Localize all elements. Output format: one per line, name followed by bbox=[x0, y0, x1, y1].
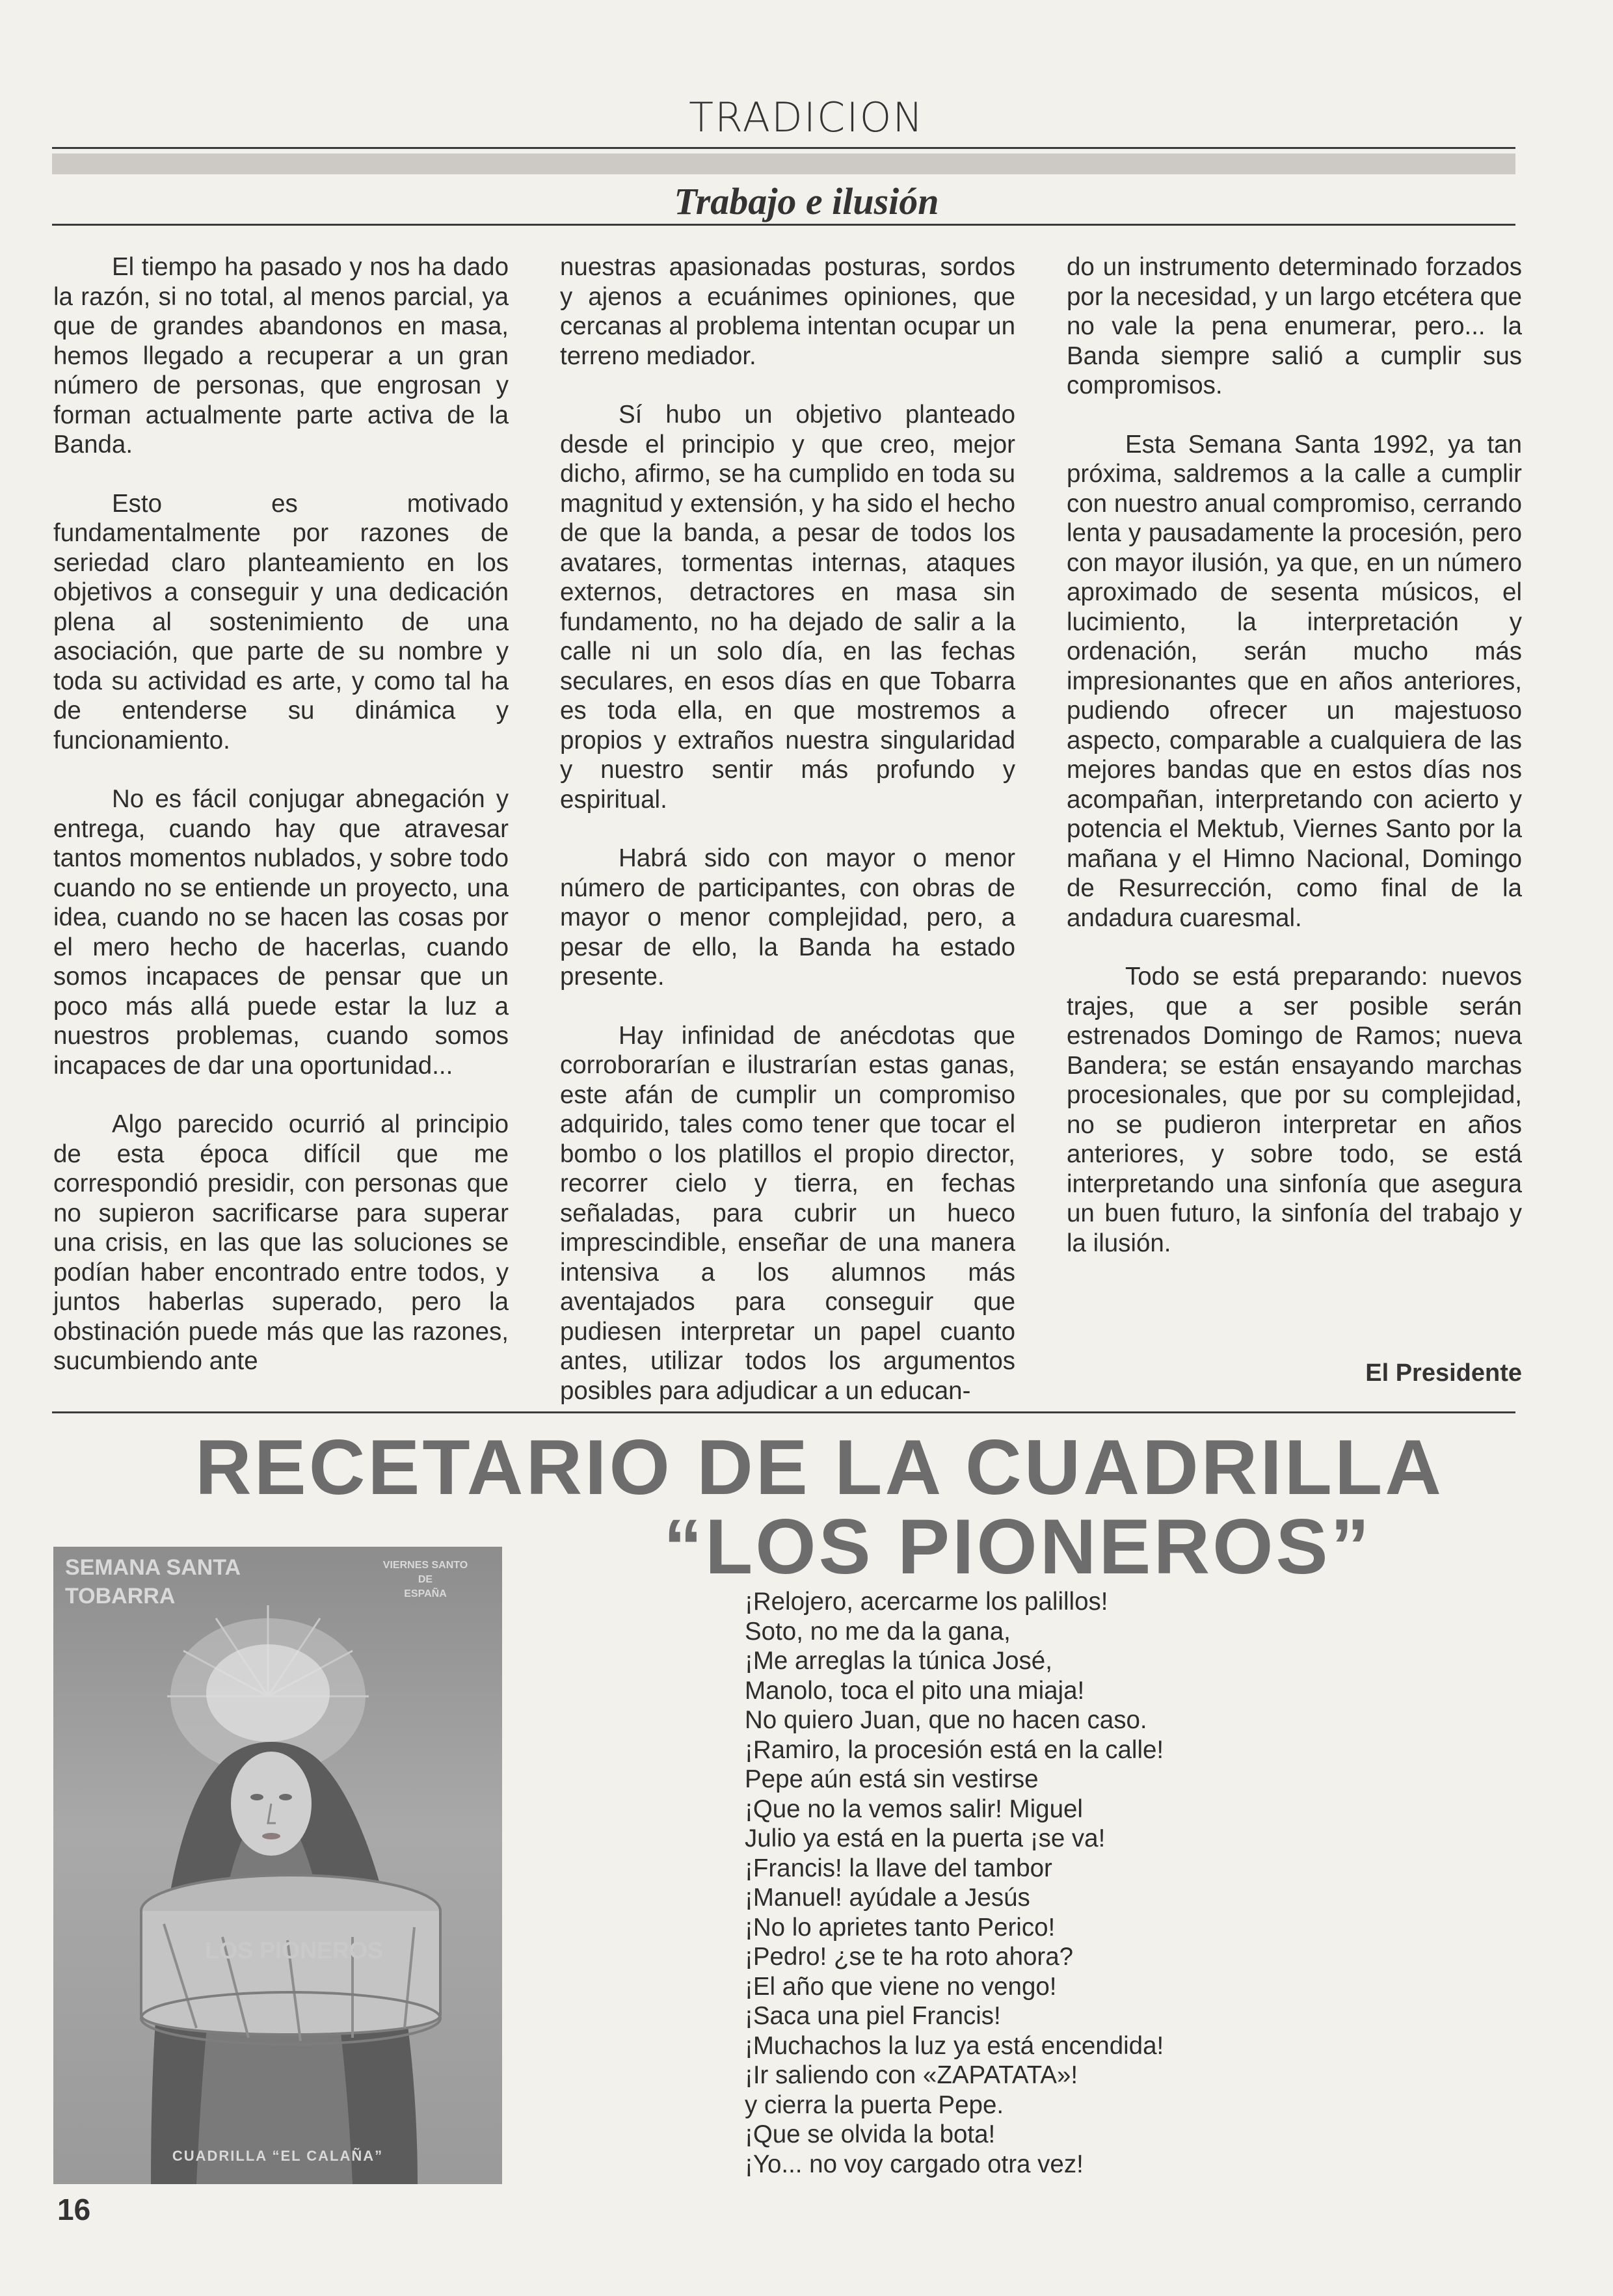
section-title: TRADICION bbox=[689, 94, 924, 141]
poem-line: Julio ya está en la puerta ¡se va! bbox=[745, 1824, 1106, 1852]
poem-line: Manolo, toca el pito una miaja! bbox=[745, 1676, 1085, 1705]
paragraph: nuestras apasionadas posturas, sordos y ajenos a ecuánimes opiniones, que cercanas al problema intentan ocupar un terreno mediador. bbox=[560, 253, 1015, 370]
poem-line: ¡El año que viene no vengo! bbox=[745, 1972, 1057, 2001]
page-number: 16 bbox=[57, 2193, 91, 2226]
poster-text-line: TOBARRA bbox=[65, 1584, 176, 1609]
paragraph: Todo se está preparando: nuevos trajes, que a ser posible serán estrenados Domingo de Ramos; nueva Bandera; se están ensayando marchas procesionales, que por su complejidad, no se pudieron interpretar en años anteriores, y sobre todo, se está interpretando una sinfonía que asegura un buen futuro, la sinfonía del trabajo y la ilusión. bbox=[1067, 963, 1522, 1257]
poem-line: ¡Yo... no voy cargado otra vez! bbox=[745, 2150, 1084, 2178]
paragraph: El tiempo ha pasado y nos ha dado la razón, si no total, al menos parcial, ya que de grandes abandonos en masa, hemos llegado a recuperar a un gran número de personas, que engrosan y forman actualmente parte activa de la Banda. bbox=[53, 253, 509, 459]
paragraph: do un instrumento determinado forzados por la necesidad, y un largo etcétera que no vale la pena enumerar, pero... la Banda siempre salió a cumplir sus compromisos. bbox=[1067, 253, 1522, 399]
header-rule bbox=[52, 147, 1515, 149]
poem-line: y cierra la puerta Pepe. bbox=[745, 2090, 1004, 2119]
poem-line: ¡Relojero, acercarme los palillos! bbox=[745, 1588, 1108, 1616]
article-column-1 bbox=[53, 252, 509, 1406]
poster-text-line: SEMANA SANTA bbox=[65, 1555, 241, 1580]
article-column-2 bbox=[560, 252, 1015, 1435]
poem-line: ¡Pedro! ¿se te ha roto ahora? bbox=[745, 1943, 1074, 1971]
recipe-title-line-2: “LOS PIONEROS” bbox=[663, 1503, 1372, 1590]
header-rule-bottom bbox=[52, 224, 1515, 226]
poem-line: ¡Que se olvida la bota! bbox=[745, 2120, 996, 2148]
poem-line: ¡No lo aprietes tanto Perico! bbox=[745, 1913, 1056, 1942]
poem bbox=[745, 1587, 1493, 2179]
poster-text-line: ESPAÑA bbox=[404, 1588, 447, 1599]
paragraph: Esto es motivado fundamentalmente por razones de seriedad claro planteamiento en los objetivos a conseguir y una dedicación plena al sostenimiento de una asociación, que parte de su nombre y toda su actividad es arte, y como tal ha de entenderse su dinámica y funcionamiento. bbox=[53, 489, 509, 754]
poem-line: ¡Que no la vemos salir! Miguel bbox=[745, 1795, 1083, 1823]
section-divider bbox=[52, 1411, 1515, 1413]
poem-line: ¡Saca una piel Francis! bbox=[745, 2002, 1001, 2030]
poem-line: ¡Manuel! ayúdale a Jesús bbox=[745, 1884, 1030, 1912]
poem-line: ¡Me arreglas la túnica José, bbox=[745, 1647, 1052, 1675]
article-title: Trabajo e ilusión bbox=[674, 180, 939, 222]
header-band bbox=[52, 154, 1515, 174]
article-signature: El Presidente bbox=[1365, 1359, 1522, 1387]
paragraph: No es fácil conjugar abnegación y entrega, cuando hay que atravesar tantos momentos nublados, y sobre todo cuando no se entiende un proyecto, una idea, cuando no se hacen las cosas por el mero hecho de hacerlas, cuando somos incapaces de pensar que un poco más allá puede estar la luz a nuestros problemas, cuando somos incapaces de dar una oportunidad... bbox=[53, 785, 509, 1080]
poster-caption: CUADRILLA “EL CALAÑA” bbox=[172, 2148, 384, 2164]
paragraph: Algo parecido ocurrió al principio de esta época difícil que me correspondió presidir, con personas que no supieron sacrificarse para superar una crisis, en las que las soluciones se podían haber encontrado entre todos, y juntos haberlas superado, pero la obstinación puede más que las razones, sucumbiendo ante bbox=[53, 1110, 509, 1375]
article-column-3 bbox=[1067, 252, 1522, 1287]
poem-line: ¡Ramiro, la procesión está en la calle! bbox=[745, 1735, 1164, 1764]
poem-line: Pepe aún está sin vestirse bbox=[745, 1765, 1039, 1793]
poster-drum-label: LOS PIONEROS bbox=[204, 1937, 384, 1964]
paragraph: Esta Semana Santa 1992, ya tan próxima, saldremos a la calle a cumplir con nuestro anual compromiso, cerrando lenta y pausadamente la procesión, pero con mayor ilusión, ya que, en un número aproximado de sesenta músicos, el lucimiento, la interpretación y ordenación, serán mucho más impresionantes que en años anteriores, pudiendo ofrecer un majestuoso aspecto, comparable a cualquiera de las mejores bandas que en estos días nos acompañan, interpretando con acierto y potencia el Mektub, Viernes Santo por la mañana y el Himno Nacional, Domingo de Resurrección, como final de la andadura cuaresmal. bbox=[1067, 430, 1522, 932]
poem-line: ¡Ir saliendo con «ZAPATATA»! bbox=[745, 2061, 1078, 2089]
paragraph: Habrá sido con mayor o menor número de participantes, con obras de mayor o menor complejidad, pero, a pesar de ello, la Banda ha estado presente. bbox=[560, 844, 1015, 991]
poster-image bbox=[53, 1547, 502, 2184]
poem-line: ¡Muchachos la luz ya está encendida! bbox=[745, 2031, 1164, 2060]
poem-line: No quiero Juan, que no hacen caso. bbox=[745, 1706, 1147, 1734]
paragraph: Hay infinidad de anécdotas que corroborarían e ilustrarían estas ganas, este afán de cumplir un compromiso adquirido, tales como tener que tocar el bombo o los platillos el propio director, recorrer cielo y tierra, en fechas señaladas, para cubrir un hueco imprescindible, enseñar de una manera intensiva a los alumnos más aventajados para conseguir que pudiesen interpretar un papel cuanto antes, utilizar todos los argumentos posibles para adjudicar a un educan- bbox=[560, 1021, 1015, 1405]
poem-line: ¡Francis! la llave del tambor bbox=[745, 1854, 1052, 1882]
poster-text-top-right bbox=[367, 1558, 484, 1601]
paragraph: Sí hubo un objetivo planteado desde el principio y que creo, mejor dicho, afirmo, se ha cumplido en toda su magnitud y extensión, y ha sido el hecho de que la banda, a pesar de todos los avatares, tormentas internas, ataques externos, detractores en masa sin fundamento, no ha dejado de salir a la calle ni un solo día, en las fechas seculares, en esos días en que Tobarra es toda ella, en que mostremos a propios y extraños nuestra singularidad y nuestro sentir más profundo y espiritual. bbox=[560, 401, 1015, 814]
poem-line: Soto, no me da la gana, bbox=[745, 1617, 1011, 1646]
poster-text-line: DE bbox=[418, 1574, 433, 1585]
poster-illustration bbox=[53, 1547, 502, 2184]
poster-text-line: VIERNES SANTO bbox=[382, 1560, 468, 1571]
poster-text-top-left bbox=[65, 1553, 241, 1610]
recipe-title-line-1: RECETARIO DE LA CUADRILLA bbox=[195, 1424, 1444, 1511]
